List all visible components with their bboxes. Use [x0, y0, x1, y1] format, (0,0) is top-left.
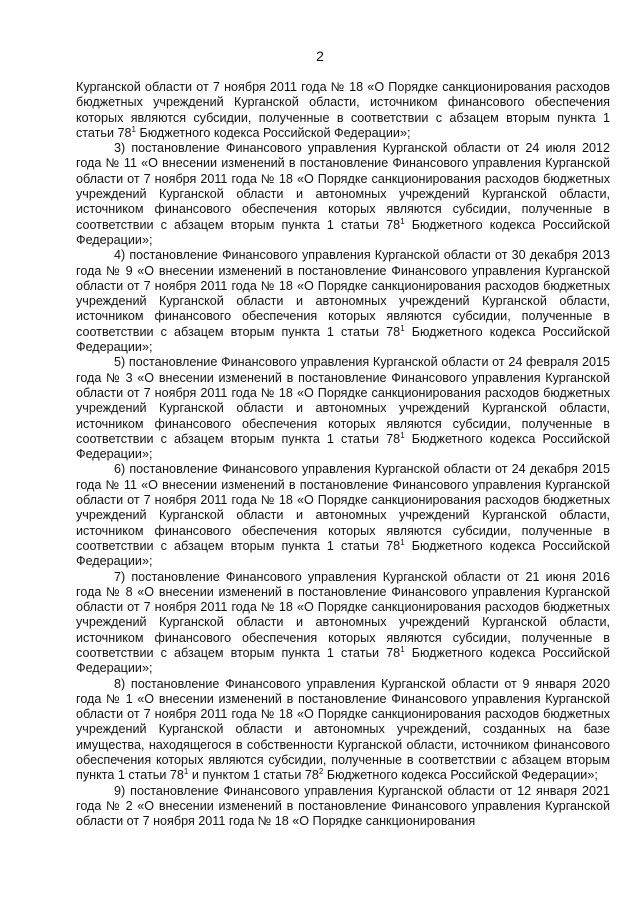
- paragraph-text: 4) постановление Финансового управления Курганской области от 30 декабря 2013 года № 9 «О внесении изменений в постановление Финансового управления Курганской области от 7 ноября 2011 года № 18 «О Порядке санкционирования расходов бюджетных учреждений Курганской области и автономных учреждений Курганской области, источником финансового обеспечения которых являются субсидии, полученные в соответствии с абзацем вторым пункта 1 статьи 78: [76, 248, 610, 339]
- superscript: 1: [131, 124, 136, 134]
- paragraph-text: Бюджетного кодекса Российской Федерации»;: [76, 217, 610, 247]
- superscript: 1: [400, 430, 405, 440]
- superscript: 2: [318, 767, 324, 777]
- paragraph-text: Бюджетного кодекса Российской Федерации»;: [76, 431, 610, 462]
- page-number: 2: [316, 48, 324, 64]
- paragraph-text: 5) постановление Финансового управления Курганской области от 24 февраля 2015 года № 3 «О внесении изменений в постановление Финансового управления Курганской области от 7 ноября 2011 года № 18 «О Порядке санкционирования расходов бюджетных учреждений Курганской области и автономных учреждений Курганской области, источником финансового обеспечения которых являются субсидии, полученные в соответствии с абзацем вторым пункта 1 статьи 78: [76, 355, 610, 446]
- paragraph-2: [76, 141, 610, 248]
- paragraph-text: Бюджетного кодекса Российской Федерации»;: [76, 324, 610, 355]
- paragraph-8: [76, 784, 610, 830]
- paragraph-7: [76, 677, 610, 784]
- superscript: 1: [400, 323, 405, 333]
- superscript: 1: [400, 216, 405, 226]
- superscript: 1: [400, 537, 405, 547]
- paragraph-text: Бюджетного кодекса Российской Федерации»;: [135, 125, 411, 140]
- superscript: 1: [400, 644, 405, 654]
- paragraph-text: Бюджетного кодекса Российской Федерации»;: [76, 645, 610, 676]
- paragraph-text: 6) постановление Финансового управления Курганской области от 24 декабря 2015 года № 11 «О внесении изменений в постановление Финансового управления Курганской области от 7 ноября 2011 года № 18 «О Порядке санкционирования расходов бюджетных учреждений Курганской области и автономных учреждений Курганской области, источником финансового обеспечения которых являются субсидии, полученные в соответствии с абзацем вторым пункта 1 статьи 78: [76, 462, 610, 553]
- paragraph-text: Бюджетного кодекса Российской Федерации»;: [76, 538, 610, 569]
- paragraph-5: [76, 462, 610, 569]
- paragraph-1: [76, 80, 610, 141]
- superscript: 1: [183, 767, 189, 777]
- paragraph-text: 8) постановление Финансового управления Курганской области от 9 января 2020 года № 1 «О внесении изменений в постановление Финансового управления Курганской области от 7 ноября 2011 года № 18 «О Порядке санкционирования расходов бюджетных учреждений Курганской области и автономных учреждений, созданных на базе имущества, находящегося в собственности Курганской области, источником финансового обеспечения которых являются субсидии, полученные в соответствии с абзацем вторым пункта 1 статьи 78: [76, 676, 610, 783]
- paragraph-text: 9) постановление Финансового управления Курганской области от 12 января 2021 года № 2 «О внесении изменений в постановление Финансового управления Курганской области от 7 ноября 2011 года № 18 «О Порядке санкционирования: [76, 783, 610, 829]
- paragraph-3: [76, 248, 610, 355]
- paragraph-6: [76, 570, 610, 677]
- paragraph-text: 7) постановление Финансового управления Курганской области от 21 июня 2016 года № 8 «О внесении изменений в постановление Финансового управления Курганской области от 7 ноября 2011 года № 18 «О Порядке санкционирования расходов бюджетных учреждений Курганской области и автономных учреждений Курганской области, источником финансового обеспечения которых являются субсидии, полученные в соответствии с абзацем вторым пункта 1 статьи 78: [76, 569, 610, 660]
- paragraph-text: и пунктом 1 статьи 78: [188, 768, 319, 783]
- paragraph-4: [76, 355, 610, 462]
- paragraph-text: 3) постановление Финансового управления Курганской области от 24 июля 2012 года № 11 «О внесении изменений в постановление Финансового управления Курганской области от 7 ноября 2011 года № 18 «О Порядке санкционирования расходов бюджетных учреждений Курганской области и автономных учреждений Курганской области, источником финансового обеспечения которых являются субсидии, полученные в соответствии с абзацем вторым пункта 1 статьи 78: [76, 141, 610, 232]
- paragraph-text: Бюджетного кодекса Российской Федерации»;: [323, 768, 598, 783]
- paragraph-text: Курганской области от 7 ноября 2011 года № 18 «О Порядке санкционирования расходов бюджетных учреждений Курганской области, источником финансового обеспечения которых являются субсидии, полученные в соответствии с абзацем вторым пункта 1 статьи 78: [76, 80, 610, 140]
- document-body: [76, 80, 610, 830]
